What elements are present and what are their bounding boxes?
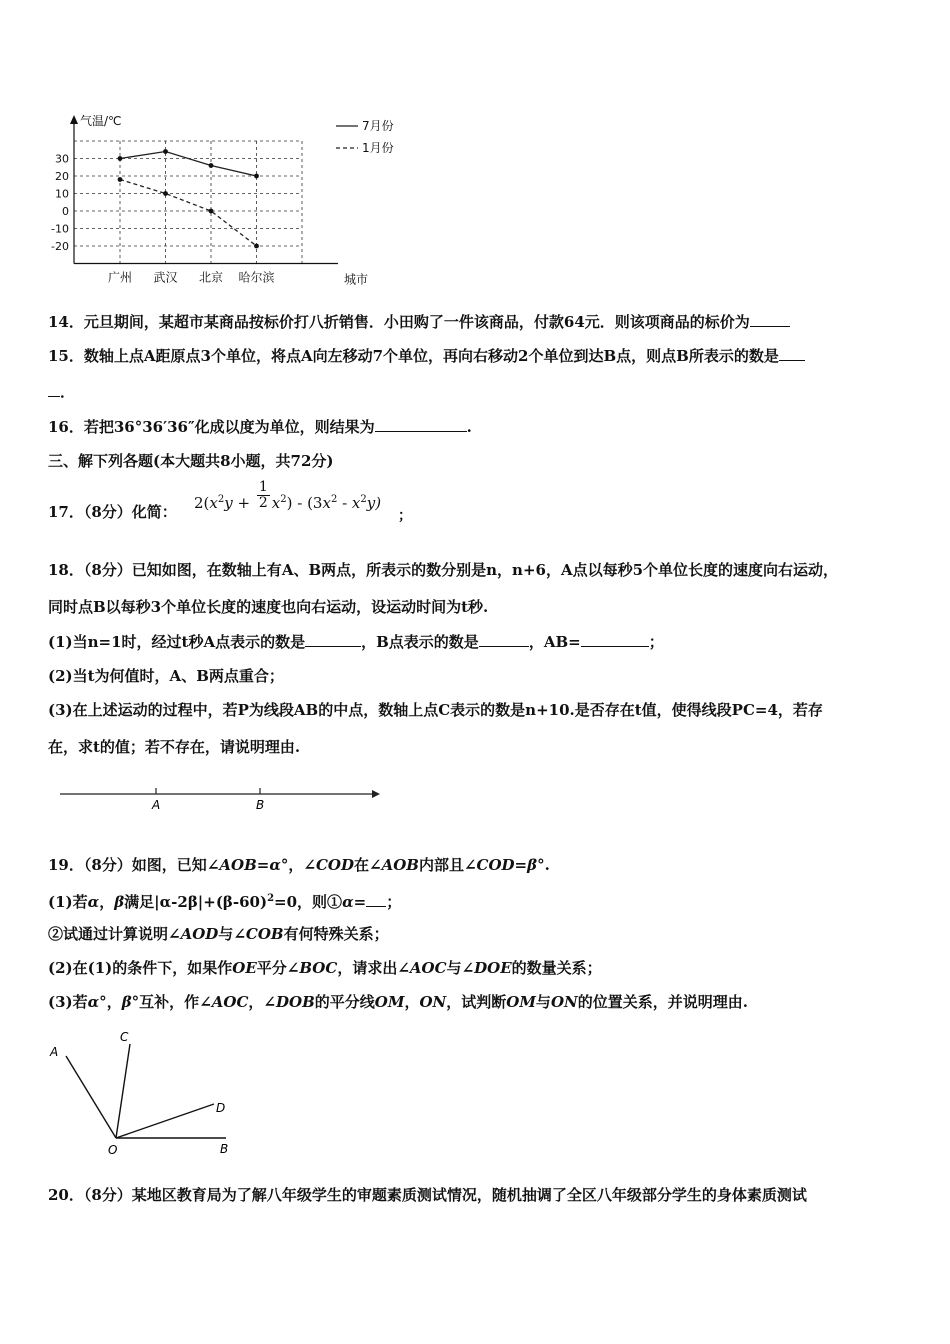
answer-blank xyxy=(779,346,805,361)
question-18-part-3-line-2: 在，求t的值；若不存在，请说明理由. xyxy=(48,738,301,756)
angle-figure xyxy=(44,1026,244,1160)
question-20: 20．（8分）某地区教育局为了解八年级学生的审题素质测试情况，随机抽调了全区八年级部分学生的身体素质测试 xyxy=(48,1186,807,1204)
chart-series xyxy=(118,149,259,248)
question-19-line-4 xyxy=(48,958,602,978)
data-point xyxy=(254,174,259,179)
q19-math: ∠DOB xyxy=(263,993,315,1011)
q19-math: ∠COB xyxy=(233,925,284,943)
q19-text: 内部且 xyxy=(418,856,464,874)
q19-math: ∠AOC xyxy=(199,993,249,1011)
question-15-continuation xyxy=(48,382,75,402)
q19-text: (3)若 xyxy=(48,993,88,1011)
fraction xyxy=(257,480,270,511)
y-tick-label: -20 xyxy=(51,240,69,253)
question-16-end: . xyxy=(466,418,472,436)
question-14-text: 14．元旦期间，某超市某商品按标价打八折销售．小田购了一件该商品，付款64元．则该项商品的标价为 xyxy=(48,313,750,331)
data-point xyxy=(163,191,168,196)
q19-text: ，试判断 xyxy=(446,993,507,1011)
data-point xyxy=(254,244,259,249)
q19-text: 在 xyxy=(353,856,369,874)
question-18-part-1 xyxy=(48,632,664,652)
expr-part: 2( xyxy=(194,493,210,512)
data-point xyxy=(209,163,214,168)
q19-math: α= xyxy=(342,893,367,911)
question-17-end: ； xyxy=(398,508,412,524)
expr-var: x xyxy=(209,493,218,512)
q19-math: ∠COD xyxy=(303,856,354,874)
q19-math: ∠BOC xyxy=(286,959,338,977)
label-d: D xyxy=(216,1101,226,1115)
part-1-text: ，B点表示的数是 xyxy=(361,633,479,651)
q19-math: ∠COD=β° xyxy=(463,856,545,874)
x-tick-label: 哈尔滨 xyxy=(238,270,275,285)
question-15 xyxy=(48,346,805,366)
answer-blank xyxy=(375,417,467,432)
label-b: B xyxy=(220,1142,229,1156)
answer-blank xyxy=(581,632,649,647)
chart-axes xyxy=(70,115,338,264)
q19-text: ， xyxy=(404,993,420,1011)
question-18-part-2: (2)当t为何值时，A、B两点重合； xyxy=(48,667,284,685)
y-axis-arrow-icon xyxy=(70,115,78,124)
label-c: C xyxy=(120,1030,129,1044)
x-tick-label: 北京 xyxy=(198,270,224,285)
x-axis-label: 城市 xyxy=(343,272,369,287)
q19-text: ； xyxy=(386,893,402,911)
q19-text: 与 xyxy=(535,993,551,1011)
q19-math: ON xyxy=(550,993,578,1011)
q19-math: ∠DOE xyxy=(461,959,512,977)
arrow-right-icon xyxy=(372,790,380,798)
y-tick-label: 0 xyxy=(62,205,69,218)
q19-math: α° xyxy=(87,993,107,1011)
expr-part: y + xyxy=(224,493,251,512)
label-a: A xyxy=(50,1045,59,1059)
question-15-text: 15．数轴上点A距原点3个单位，将点A向左移动7个单位，再向右移动2个单位到达B点，则点B所表示的数是 xyxy=(48,347,779,365)
temperature-line-chart xyxy=(40,108,420,298)
q19-math: ∠AOC xyxy=(397,959,447,977)
question-16-text: 16．若把36°36′36″化成以度为单位，则结果为 xyxy=(48,418,375,436)
y-tick-label: 10 xyxy=(55,187,69,201)
expr-part: - xyxy=(337,493,352,512)
fraction-denominator: 2 xyxy=(258,495,268,511)
question-16 xyxy=(48,417,472,437)
q19-math: ∠AOB=α° xyxy=(206,856,289,874)
expr-exponent: 2 xyxy=(360,493,367,505)
data-point xyxy=(209,209,214,214)
question-19-line-5 xyxy=(48,992,748,1012)
q19-text: =0，则① xyxy=(274,893,343,911)
expr-exponent: 2 xyxy=(330,493,338,505)
q19-text: 平分 xyxy=(256,959,287,977)
q19-text: 19．（8分）如图，已知 xyxy=(48,856,207,874)
legend-entry: 1月份 xyxy=(362,141,394,155)
data-point xyxy=(118,156,123,161)
q19-text: 与 xyxy=(446,959,462,977)
part-1-text: (1)当n=1时，经过t秒A点表示的数是 xyxy=(48,633,306,651)
q19-text: 的位置关系，并说明理由. xyxy=(577,993,748,1011)
question-17-label: 17．（8分）化简： xyxy=(48,503,177,521)
ray-oc xyxy=(116,1044,130,1138)
q19-exponent: 2 xyxy=(267,893,275,904)
q19-math: β° xyxy=(121,993,140,1011)
q19-math: OE xyxy=(232,959,257,977)
question-19-line-2 xyxy=(48,889,401,912)
expr-var: x xyxy=(271,493,281,512)
y-tick-label: 20 xyxy=(55,170,69,183)
point-a-label: A xyxy=(152,798,161,812)
q19-text: ②试通过计算说明 xyxy=(48,925,169,943)
q19-text: . xyxy=(544,856,550,874)
ray-oa xyxy=(66,1056,116,1138)
question-15-end: ． xyxy=(60,383,76,401)
ray-od xyxy=(116,1104,214,1138)
question-18-line-2: 同时点B以每秒3个单位长度的速度也向右运动，设运动时间为t秒. xyxy=(48,598,489,616)
answer-blank xyxy=(305,632,361,647)
q19-text: 的数量关系； xyxy=(511,959,602,977)
part-1-text: ，AB= xyxy=(528,633,581,651)
data-point xyxy=(163,149,168,154)
data-point xyxy=(118,177,123,182)
expr-exponent: 2 xyxy=(280,493,287,505)
section-3-title: 三、解下列各题(本大题共8小题，共72分) xyxy=(48,452,334,470)
part-1-text: ； xyxy=(648,633,664,651)
legend-entry: 7月份 xyxy=(362,119,394,133)
series-line-2 xyxy=(120,180,257,247)
q19-math: ∠AOB xyxy=(369,856,419,874)
question-17-expression xyxy=(194,479,382,522)
q19-text: 有何特殊关系； xyxy=(283,925,389,943)
label-o: O xyxy=(108,1143,118,1157)
q19-text: ， xyxy=(248,993,264,1011)
answer-blank xyxy=(366,892,386,907)
q19-text: 满足|α-2β|+(β-60) xyxy=(124,893,268,911)
answer-blank xyxy=(750,312,790,327)
q19-text: ， xyxy=(99,893,115,911)
point-b-label: B xyxy=(256,798,265,812)
question-14 xyxy=(48,312,790,332)
y-tick-label: -10 xyxy=(51,222,69,236)
q19-text: ， xyxy=(288,856,304,874)
q19-text: 与 xyxy=(218,925,234,943)
expr-part: ) - (3 xyxy=(286,493,323,512)
expr-var: x xyxy=(351,493,361,512)
x-tick-label: 武汉 xyxy=(153,270,178,285)
x-tick-label: 广州 xyxy=(107,270,133,285)
question-18-part-3-line-1: (3)在上述运动的过程中，若P为线段AB的中点，数轴上点C表示的数是n+10.是否存在t值，使得线段PC=4，若存 xyxy=(48,701,823,719)
q19-math: β xyxy=(114,893,125,911)
number-line-figure xyxy=(56,780,386,814)
expr-exponent: 2 xyxy=(217,493,225,505)
question-19-line-3 xyxy=(48,924,389,944)
q19-math: OM xyxy=(506,993,536,1011)
y-axis-label: 气温/℃ xyxy=(80,114,122,128)
q19-math: OM xyxy=(374,993,405,1011)
answer-blank xyxy=(479,632,529,647)
y-tick-label: 30 xyxy=(55,152,69,166)
q19-math: α xyxy=(87,893,100,911)
q19-text: (1)若 xyxy=(48,893,88,911)
question-19-line-1 xyxy=(48,855,550,875)
q19-text: 的平分线 xyxy=(314,993,375,1011)
q19-text: ，请求出 xyxy=(337,959,398,977)
series-line-1 xyxy=(120,152,257,177)
expr-part: y) xyxy=(366,493,382,512)
fraction-numerator: 1 xyxy=(258,479,268,495)
q19-math: ON xyxy=(419,993,447,1011)
q19-text: ， xyxy=(106,993,122,1011)
chart-labels xyxy=(51,113,394,287)
question-18-line-1: 18．（8分）已知如图，在数轴上有A、B两点，所表示的数分别是n，n+6，A点以每秒5个单位长度的速度向右运动， xyxy=(48,561,839,579)
answer-blank xyxy=(48,382,60,397)
q19-math: ∠AOD xyxy=(168,925,219,943)
expr-var: x xyxy=(322,493,331,512)
q19-text: 互补，作 xyxy=(139,993,200,1011)
q19-text: (2)在(1)的条件下，如果作 xyxy=(48,959,233,977)
